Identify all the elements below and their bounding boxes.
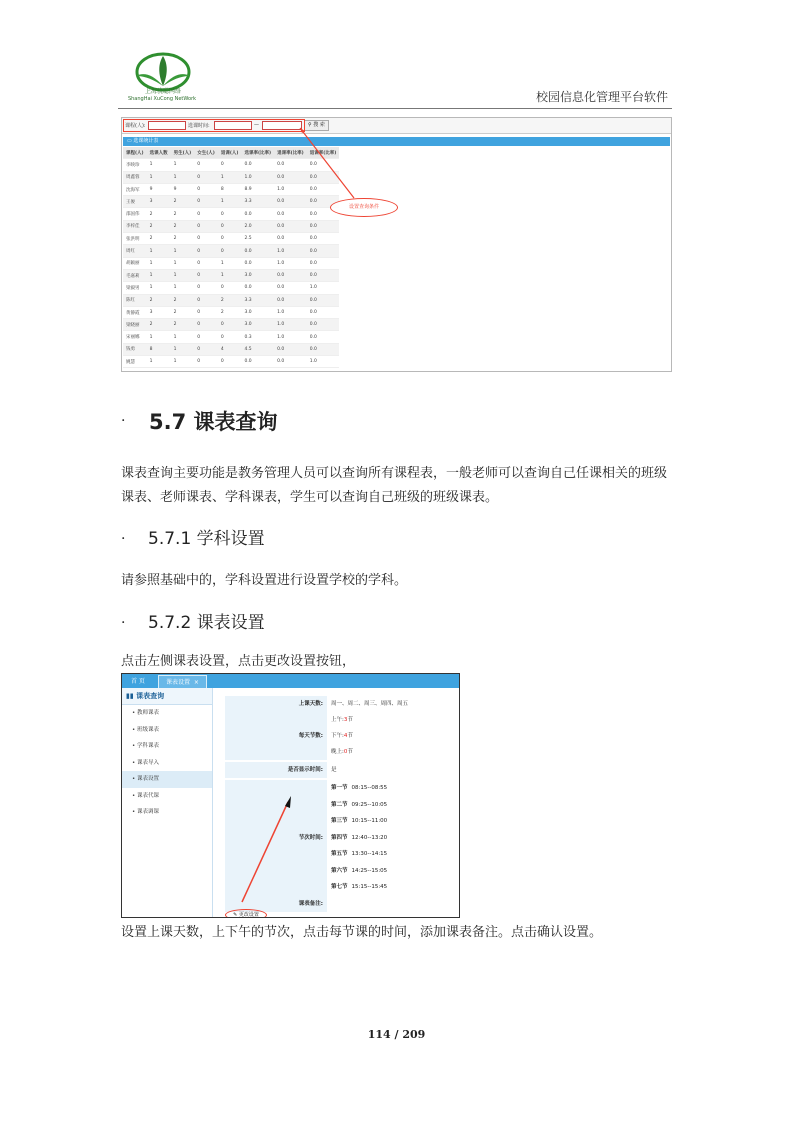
sidebar-title-label: 课表查询 <box>136 692 165 700</box>
table-cell: 1 <box>171 343 195 355</box>
table-cell: 1 <box>171 282 195 294</box>
bullet-icon: • <box>132 809 137 815</box>
table-cell: 1 <box>147 171 171 183</box>
table-icon: ▭ <box>127 138 134 144</box>
column-header: 退课率(比率) <box>307 147 340 159</box>
table-cell: 宋丽娜 <box>123 331 147 343</box>
time-separator: — <box>254 122 259 128</box>
table-cell: 2 <box>147 220 171 232</box>
table-cell: 0 <box>194 257 218 269</box>
table-cell: 8.9 <box>242 183 275 195</box>
table-cell: 沈海军 <box>123 183 147 195</box>
panel-title: 选课统计表 <box>133 138 159 144</box>
days-value: 周一、周二、周三、周四、周五 <box>331 701 409 707</box>
period-time: 13:30--14:15 <box>351 851 388 857</box>
sidebar-item-label: 班级课表 <box>137 726 160 733</box>
table-cell: 0 <box>218 282 242 294</box>
section-paragraph: 请参照基础中的，学科设置进行设置学校的学科。 <box>121 573 408 588</box>
table-cell: 2.0 <box>242 220 275 232</box>
table-cell: 钱勇 <box>123 343 147 355</box>
evening-count: 0 <box>343 749 348 755</box>
days-label: 上课天数: <box>225 696 327 712</box>
table-cell: 2 <box>171 208 195 220</box>
time-label: 选课时间: <box>188 123 210 129</box>
table-cell: 0.0 <box>274 269 307 281</box>
table-cell: 0.0 <box>242 356 275 368</box>
table-cell: 1 <box>147 282 171 294</box>
table-cell: 0.0 <box>242 282 275 294</box>
table-cell: 1 <box>218 171 242 183</box>
search-icon: ⚲ <box>308 122 314 128</box>
table-cell: 0.0 <box>274 233 307 245</box>
table-cell: 姚慧 <box>123 356 147 368</box>
afternoon-count: 4 <box>343 733 348 739</box>
period-name: 第四节 <box>331 834 348 841</box>
search-button-label: 搜 索 <box>313 122 325 128</box>
sections-label: 每天节数: <box>225 712 327 760</box>
annotation-callout: 设置查询条件 <box>330 198 398 217</box>
show-time-value: 是 <box>331 767 337 773</box>
column-header: 女生(人) <box>194 147 218 159</box>
bullet: · <box>121 615 126 631</box>
table-cell: 1 <box>171 269 195 281</box>
table-cell: 0.0 <box>307 233 340 245</box>
table-cell: 0 <box>194 356 218 368</box>
period-time: 10:15--11:00 <box>351 818 388 824</box>
table-cell: 1 <box>171 171 195 183</box>
table-cell: 1 <box>171 245 195 257</box>
table-cell: 3 <box>147 306 171 318</box>
table-cell: 0 <box>218 159 242 171</box>
table-cell: 0.0 <box>307 159 340 171</box>
evening-label: 晚上: <box>331 749 344 755</box>
table-cell: 1 <box>171 257 195 269</box>
table-cell: 1 <box>147 331 171 343</box>
unit: 节 <box>347 733 353 739</box>
table-cell: 1.0 <box>274 257 307 269</box>
table-cell: 9 <box>171 183 195 195</box>
table-cell: 2 <box>171 294 195 306</box>
table-cell: 3.0 <box>242 269 275 281</box>
morning-count: 3 <box>343 717 348 723</box>
table-cell: 2 <box>147 319 171 331</box>
table-cell: 1 <box>147 159 171 171</box>
table-cell: 2 <box>147 233 171 245</box>
table-cell: 3.0 <box>242 306 275 318</box>
sidebar-item-label: 课表设置 <box>137 776 160 782</box>
period-time: 09:25--10:05 <box>351 801 388 808</box>
close-icon[interactable]: × <box>193 679 199 686</box>
period-times-label: 节次时间: <box>225 780 327 896</box>
table-cell: 4.5 <box>242 343 275 355</box>
table-cell: 0.0 <box>274 343 307 355</box>
table-cell: 0 <box>194 196 218 208</box>
table-cell: 0 <box>194 294 218 306</box>
period-time: 08:15--08:55 <box>351 785 388 791</box>
tab-home[interactable]: 首 页 <box>131 678 145 685</box>
table-cell: 0.0 <box>307 343 340 355</box>
bullet: · <box>121 413 126 429</box>
table-cell: 8 <box>218 183 242 195</box>
section-paragraph: 点击左侧课表设置，点击更改设置按钮， <box>121 654 356 669</box>
table-cell: 1.0 <box>242 171 275 183</box>
table-cell: 0.3 <box>242 331 275 343</box>
period-time: 15:15--15:45 <box>351 884 388 890</box>
table-cell: 2 <box>171 233 195 245</box>
table-cell: 0.0 <box>274 208 307 220</box>
section-heading-5-7: 5.7 课表查询 <box>149 410 278 434</box>
table-cell: 0 <box>194 245 218 257</box>
table-cell: 0 <box>218 319 242 331</box>
closing-paragraph: 设置上课天数，上下午的节次，点击每节课的时间，添加课表备注。点击确认设置。 <box>121 925 603 940</box>
period-name: 第二节 <box>331 801 348 808</box>
table-cell: 陈红 <box>123 294 147 306</box>
change-settings-label: 更改设置 <box>238 912 259 918</box>
table-cell: 0 <box>218 331 242 343</box>
logo-company-name: 上海骁聪网络 <box>144 88 181 95</box>
table-cell: 胡颖丽 <box>123 257 147 269</box>
header-divider <box>118 108 672 109</box>
table-cell: 0 <box>218 208 242 220</box>
table-cell: 周鑫蓉 <box>123 171 147 183</box>
table-cell: 1.0 <box>274 306 307 318</box>
bullet-icon: • <box>132 726 137 733</box>
table-cell: 2 <box>218 294 242 306</box>
show-time-label: 是否显示时间: <box>225 762 327 778</box>
table-cell: 0.0 <box>307 183 340 195</box>
bullet: · <box>121 531 126 547</box>
table-cell: 2 <box>218 306 242 318</box>
period-name: 第三节 <box>331 818 348 824</box>
table-cell: 0 <box>194 282 218 294</box>
table-cell: 1 <box>218 196 242 208</box>
bullet-icon: • <box>132 792 137 799</box>
screenshot-schedule-settings <box>121 673 460 918</box>
table-cell: 周红 <box>123 245 147 257</box>
bullet-icon: • <box>132 759 137 766</box>
table-cell: 0.0 <box>274 220 307 232</box>
table-cell: 0.0 <box>274 356 307 368</box>
period-name: 第六节 <box>331 867 348 874</box>
table-cell: 李映珍 <box>123 159 147 171</box>
section-paragraph: 课表查询主要功能是教务管理人员可以查询所有课程表，一般老师可以查询自己任课相关的班级课表、老师课表、学科课表，学生可以查询自己班级的班级课表。 <box>121 466 668 505</box>
pencil-icon: ✎ <box>233 912 239 918</box>
table-cell: 3.0 <box>242 319 275 331</box>
unit: 节 <box>347 717 353 723</box>
note-label: 课表备注: <box>225 896 327 912</box>
logo-english-name: ShangHai XuCong NetWork <box>127 96 197 102</box>
table-cell: 3 <box>147 196 171 208</box>
table-cell: 0.0 <box>307 319 340 331</box>
table-cell: 4 <box>218 343 242 355</box>
table-cell: 0.0 <box>242 257 275 269</box>
annotation-arrow <box>122 118 671 371</box>
table-cell: 0 <box>194 343 218 355</box>
sidebar-item-label: 课表导入 <box>137 759 160 766</box>
table-cell: 0 <box>194 208 218 220</box>
period-time: 12:40--13:20 <box>351 834 388 841</box>
table-cell: 0.0 <box>307 196 340 208</box>
table-cell: 0.0 <box>242 208 275 220</box>
page-number: 114 / 209 <box>367 1028 426 1041</box>
afternoon-label: 下午: <box>331 733 344 739</box>
unit: 节 <box>347 749 353 755</box>
table-cell: 0.0 <box>307 208 340 220</box>
table-cell: 梁毅男 <box>123 282 147 294</box>
table-cell: 1 <box>171 159 195 171</box>
table-cell: 1.0 <box>307 282 340 294</box>
sidebar-item-label: 学科课表 <box>137 743 160 749</box>
table-cell: 0 <box>194 171 218 183</box>
table-cell: 1 <box>171 356 195 368</box>
table-cell: 0.0 <box>274 196 307 208</box>
table-cell: 3.3 <box>242 196 275 208</box>
column-header: 课程(人) <box>123 147 147 159</box>
subject-label: 课程(人): <box>125 123 146 129</box>
table-cell: 0.0 <box>242 159 275 171</box>
table-cell: 2 <box>147 208 171 220</box>
table-cell: 9 <box>147 183 171 195</box>
table-cell: 0 <box>194 183 218 195</box>
table-cell: 邵国伟 <box>123 208 147 220</box>
bullet-icon: • <box>132 776 137 782</box>
table-cell: 0 <box>194 269 218 281</box>
table-cell: 1.0 <box>307 356 340 368</box>
table-cell: 2 <box>171 220 195 232</box>
column-header: 选课人数 <box>147 147 171 159</box>
table-cell: 1 <box>147 269 171 281</box>
column-header: 选课率(比率) <box>242 147 275 159</box>
bullet-icon: • <box>132 743 137 749</box>
sidebar-item-label: 课表代课 <box>137 792 160 799</box>
table-cell: 0.0 <box>274 282 307 294</box>
table-cell: 0 <box>194 220 218 232</box>
tab-label: 课表设置 <box>166 679 191 686</box>
period-name: 第一节 <box>331 785 348 791</box>
table-cell: 0.0 <box>307 220 340 232</box>
table-cell: 0.0 <box>307 269 340 281</box>
table-cell: 张洪明 <box>123 233 147 245</box>
table-cell: 3.3 <box>242 294 275 306</box>
header-title: 校园信息化管理平台软件 <box>535 90 668 104</box>
table-cell: 1 <box>147 356 171 368</box>
period-name: 第七节 <box>331 884 348 890</box>
table-cell: 0 <box>218 220 242 232</box>
column-header: 男生(人) <box>171 147 195 159</box>
table-cell: 1 <box>218 257 242 269</box>
table-cell: 1.0 <box>274 183 307 195</box>
table-cell: 2.5 <box>242 233 275 245</box>
period-time: 14:25--15:05 <box>351 867 388 874</box>
table-cell: 毛嘉莉 <box>123 269 147 281</box>
table-cell: 0 <box>218 245 242 257</box>
annotation-arrow <box>122 674 459 917</box>
table-cell: 0 <box>194 159 218 171</box>
table-cell: 0.0 <box>307 245 340 257</box>
table-cell: 0.0 <box>274 159 307 171</box>
table-cell: 0 <box>194 331 218 343</box>
sidebar-item-label: 课表调课 <box>137 809 160 815</box>
table-cell: 0 <box>218 233 242 245</box>
table-cell: 2 <box>171 319 195 331</box>
table-cell: 2 <box>171 196 195 208</box>
table-cell: 0.0 <box>307 294 340 306</box>
table-cell: 1 <box>171 331 195 343</box>
table-cell: 0.0 <box>307 257 340 269</box>
section-heading-5-7-1: 5.7.1 学科设置 <box>148 529 265 549</box>
table-cell: 0 <box>194 233 218 245</box>
table-cell: 1 <box>147 257 171 269</box>
table-cell: 0.0 <box>274 294 307 306</box>
column-header: 退课(人) <box>218 147 242 159</box>
table-cell: 1 <box>218 269 242 281</box>
table-cell: 王俊 <box>123 196 147 208</box>
table-cell: 2 <box>171 306 195 318</box>
screenshot-course-statistics <box>121 117 672 372</box>
table-cell: 1.0 <box>274 331 307 343</box>
morning-label: 上午: <box>331 717 344 723</box>
bar-chart-icon: ▮▮ <box>126 692 137 700</box>
table-cell: 1.0 <box>274 245 307 257</box>
table-cell: 2 <box>147 294 171 306</box>
period-name: 第五节 <box>331 851 348 857</box>
table-cell: 0.0 <box>307 331 340 343</box>
table-cell: 1 <box>147 245 171 257</box>
table-cell: 0.0 <box>274 171 307 183</box>
table-cell: 李梓佳 <box>123 220 147 232</box>
table-cell: 0 <box>194 319 218 331</box>
column-header: 退课率(比率) <box>274 147 307 159</box>
table-cell: 0 <box>194 306 218 318</box>
table-cell: 1.0 <box>274 319 307 331</box>
table-cell: 梁晓丽 <box>123 319 147 331</box>
table-cell: 0.0 <box>307 171 340 183</box>
section-heading-5-7-2: 5.7.2 课表设置 <box>148 613 265 633</box>
table-cell: 0.0 <box>242 245 275 257</box>
table-cell: 0.0 <box>307 306 340 318</box>
table-cell: 8 <box>147 343 171 355</box>
table-cell: 黄静霞 <box>123 306 147 318</box>
bullet-icon: • <box>132 710 137 716</box>
sidebar-item-label: 教师课表 <box>137 710 160 716</box>
table-cell: 0 <box>218 356 242 368</box>
